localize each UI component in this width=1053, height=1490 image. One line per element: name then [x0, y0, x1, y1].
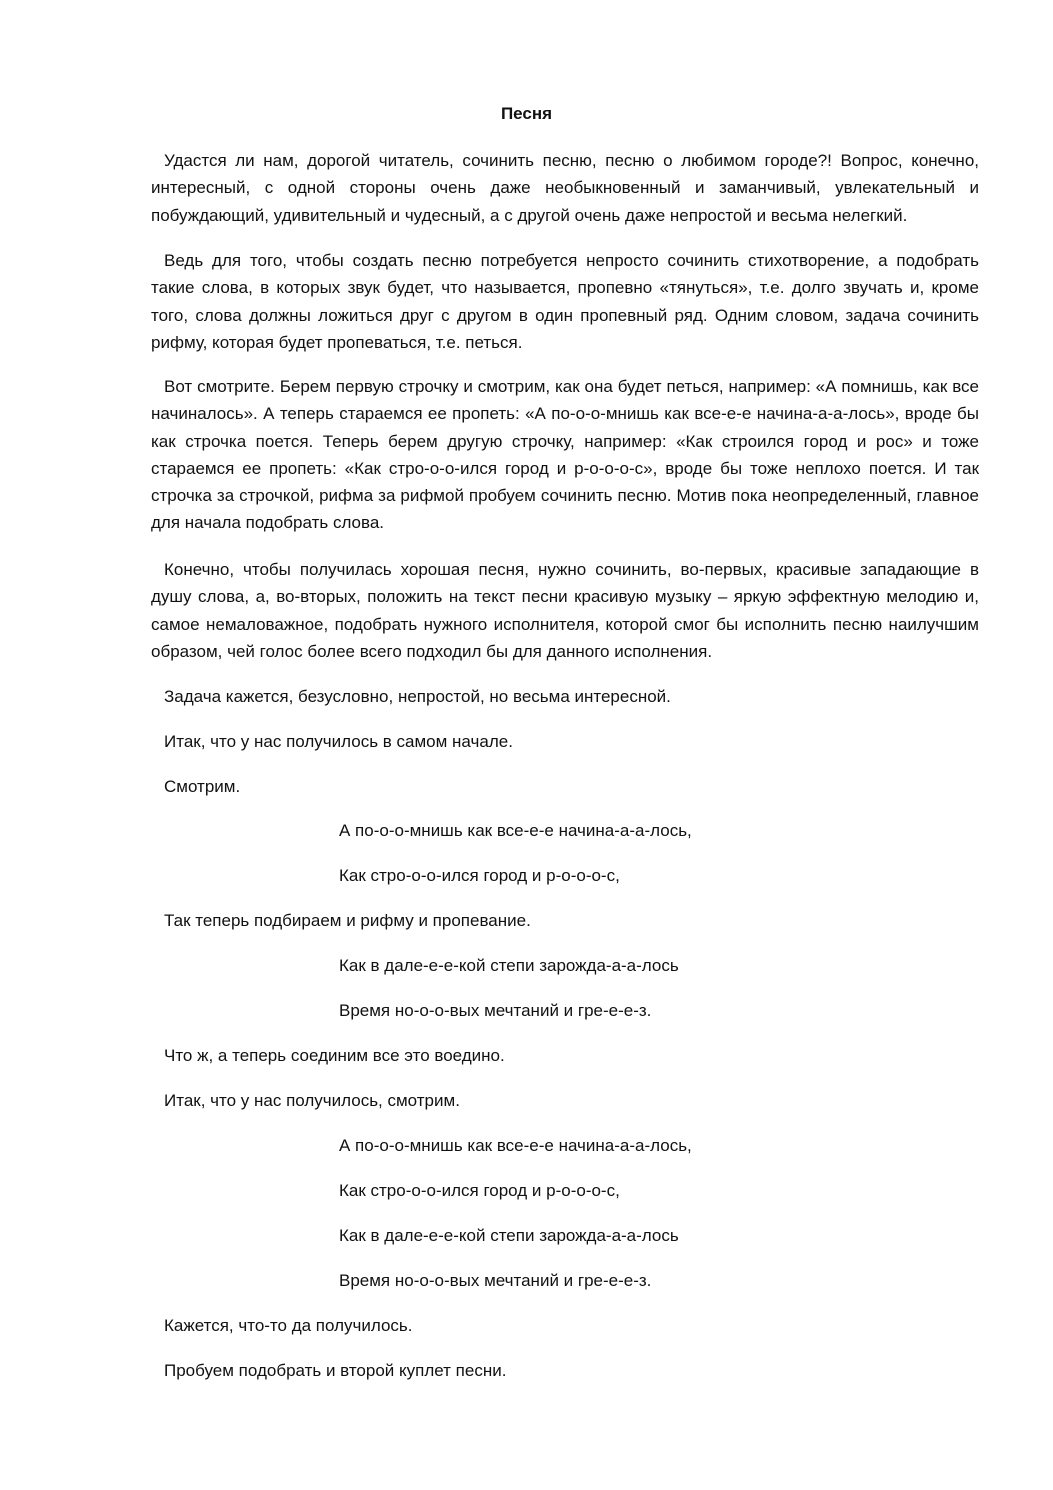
document-title: Песня: [500, 104, 553, 123]
verse-line: Как в дале-е-е-кой степи зарожда-а-а-лось: [339, 1226, 679, 1245]
paragraph-good-song: Конечно, чтобы получилась хорошая песня, нужно сочинить, во-первых, красивые западающие в душу слова, а, во-вторых, положить на текст песни красивую музыку – яркую эффектную мелодию и, самое немаловажное, подобрать нужного исполнителя, которой смог бы исполнить песню наилучшим образом, чей голос более всего подходил бы для данного исполнения.: [151, 560, 979, 661]
verse-line: Время но-о-о-вых мечтаний и гре-е-е-з.: [339, 1271, 652, 1290]
text-line: Итак, что у нас получилось в самом начале.: [164, 732, 513, 751]
verse-line: Как в дале-е-е-кой степи зарожда-а-а-лось: [339, 956, 679, 975]
verse-line: А по-о-о-мнишь как все-е-е начина-а-а-лось,: [339, 1136, 692, 1155]
text-line: Смотрим.: [164, 777, 241, 796]
text-line: Что ж, а теперь соединим все это воедино.: [164, 1046, 505, 1065]
text-line: Задача кажется, безусловно, непростой, но весьма интересной.: [164, 687, 671, 706]
verse-line: Время но-о-о-вых мечтаний и гре-е-е-з.: [339, 1001, 652, 1020]
text-line: Итак, что у нас получилось, смотрим.: [164, 1091, 460, 1110]
text-line: Кажется, что-то да получилось.: [164, 1316, 413, 1335]
paragraph-song-writing: Ведь для того, чтобы создать песню потребуется непросто сочинить стихотворение, а подобрать такие слова, в которых звук будет, что называется, пропевно «тянуться», т.е. долго звучать и, кроме того, слова должны ложиться друг с другом в один пропевный ряд. Одним словом, задача сочинить рифму, которая будет пропеваться, т.е. петься.: [151, 251, 979, 352]
verse-line: Как стро-о-о-ился город и р-о-о-о-с,: [339, 866, 620, 885]
paragraph-intro: Удастся ли нам, дорогой читатель, сочинить песню, песню о любимом городе?! Вопрос, конечно, интересный, с одной стороны очень даже необыкновенный и заманчивый, увлекательный и побуждающий, удивительный и чудесный, а с другой очень даже непростой и весьма нелегкий.: [151, 151, 979, 225]
verse-line: Как стро-о-о-ился город и р-о-о-о-с,: [339, 1181, 620, 1200]
text-line: Пробуем подобрать и второй куплет песни.: [164, 1361, 507, 1380]
paragraph-example: Вот смотрите. Берем первую строчку и смотрим, как она будет петься, например: «А помнишь, как все начиналось». А теперь стараемся ее пропеть: «А по-о-о-мнишь как все-е-е начина-а-а-лось», вроде бы как строчка поется. Теперь берем другую строчку, например: «Как строился город и рос» и тоже стараемся ее пропеть: «Как стро-о-о-ился город и р-о-о-о-с», вроде бы тоже неплохо поется. И так строчка за строчкой, рифма за рифмой пробуем сочинить песню. Мотив пока неопределенный, главное для начала подобрать слова.: [151, 377, 979, 533]
verse-line: А по-о-о-мнишь как все-е-е начина-а-а-лось,: [339, 821, 692, 840]
text-line: Так теперь подбираем и рифму и пропевание.: [164, 911, 531, 930]
